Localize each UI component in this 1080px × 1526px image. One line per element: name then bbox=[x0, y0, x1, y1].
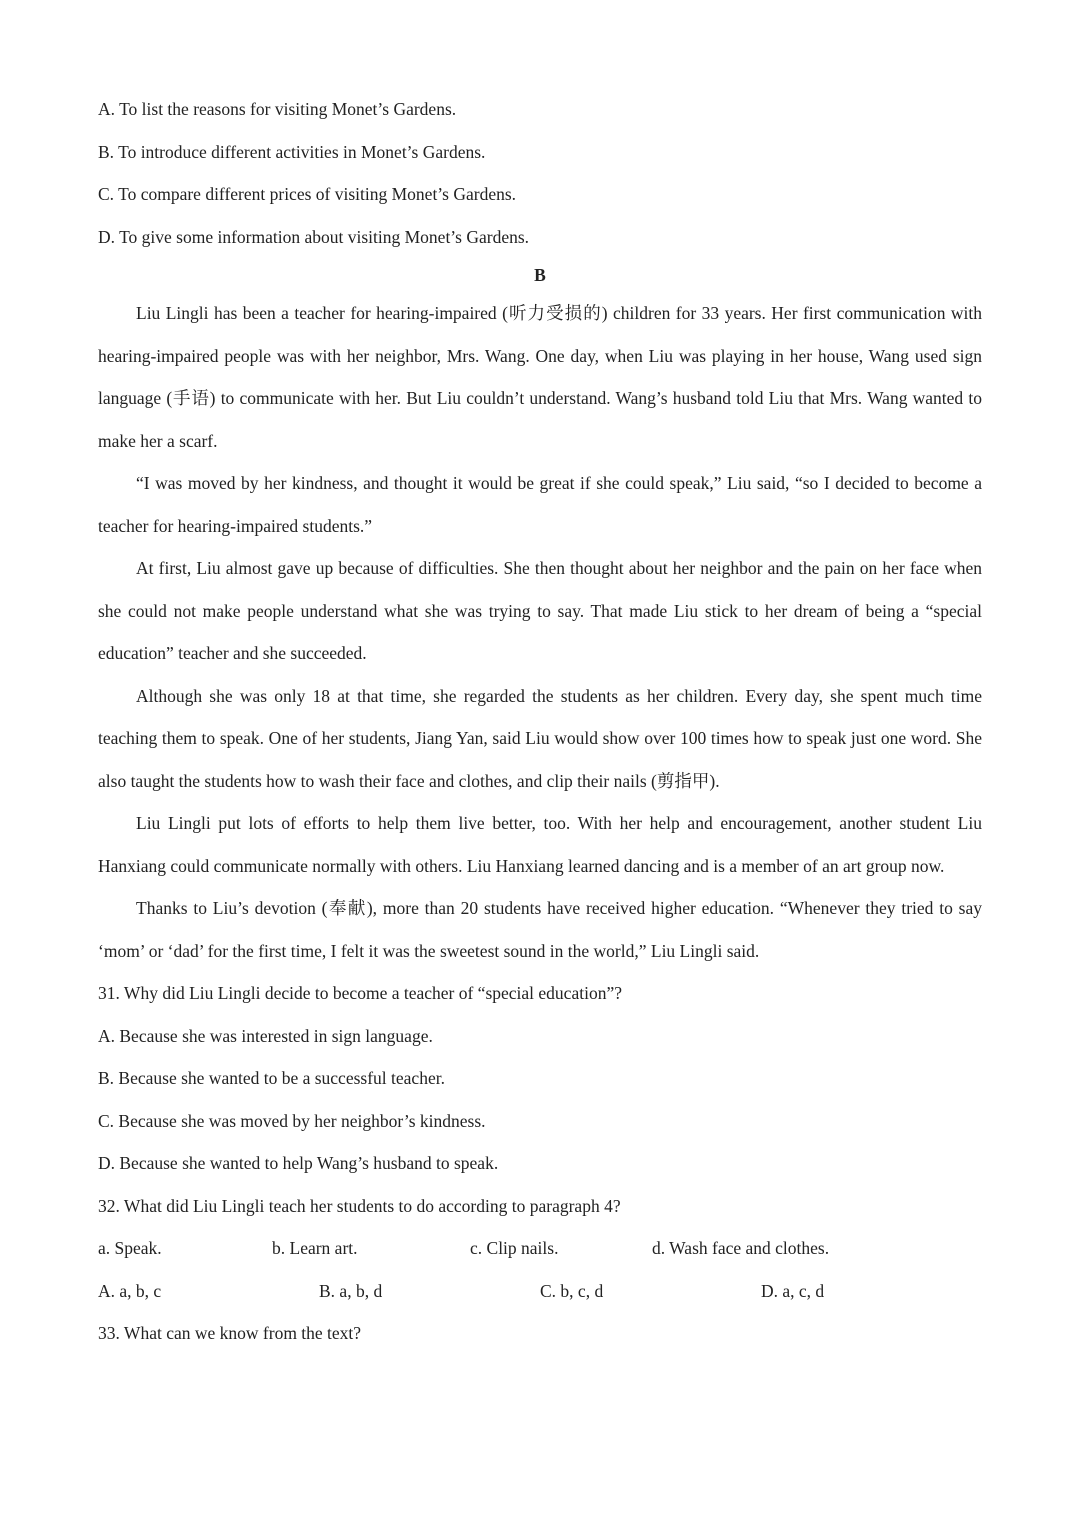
q32-options-row bbox=[98, 1270, 982, 1313]
q32-item-d: d. Wash face and clothes. bbox=[652, 1238, 830, 1258]
paragraph-3: At first, Liu almost gave up because of difficulties. She then thought about her neighbor and the pain on her face when she could not make people understand what she was trying to say. That made Liu stick to her dream of being a “special education” teacher and she succeeded. bbox=[98, 558, 982, 663]
q32-option-a: A. a, b, c bbox=[98, 1280, 162, 1301]
question-33: 33. What can we know from the text? bbox=[98, 1323, 362, 1343]
prev-option-d: D. To give some information about visiting Monet’s Gardens. bbox=[98, 226, 530, 247]
q32-item-b: b. Learn art. bbox=[272, 1238, 358, 1258]
q32-item-a: a. Speak. bbox=[98, 1238, 162, 1258]
q32-option-d: D. a, c, d bbox=[761, 1280, 825, 1301]
paragraph-2: “I was moved by her kindness, and thought it would be great if she could speak,” Liu said, “so I decided to become a teacher for hearing-impaired students.” bbox=[98, 473, 982, 536]
paragraph-4: Although she was only 18 at that time, she regarded the students as her children. Every day, she spent much time teaching them to speak. One of her students, Jiang Yan, said Liu would show over 100 times how to speak just one word. She also taught the students how to wash their face and clothes, and clip their nails (剪指甲). bbox=[98, 685, 982, 791]
document-page bbox=[98, 88, 982, 1355]
paragraph-6: Thanks to Liu’s devotion (奉献), more than 20 students have received higher education. “Whenever they tried to say ‘mom’ or ‘dad’ for the first time, I felt it was the sweetest sound in the world,” Liu Lingli said. bbox=[98, 898, 982, 961]
q32-items-row bbox=[98, 1227, 982, 1270]
question-31: 31. Why did Liu Lingli decide to become a teacher of “special education”? bbox=[98, 983, 622, 1003]
prev-option-a: A. To list the reasons for visiting Monet’s Gardens. bbox=[98, 99, 457, 119]
prev-option-b: B. To introduce different activities in Monet’s Gardens. bbox=[98, 141, 486, 162]
paragraph-5: Liu Lingli put lots of efforts to help them live better, too. With her help and encouragement, another student Liu Hanxiang could communicate normally with others. Liu Hanxiang learned dancing and is a member of an art group now. bbox=[98, 813, 982, 876]
q31-option-c: C. Because she was moved by her neighbor’s kindness. bbox=[98, 1110, 486, 1131]
prev-option-c: C. To compare different prices of visiting Monet’s Gardens. bbox=[98, 184, 517, 204]
q31-option-a: A. Because she was interested in sign language. bbox=[98, 1025, 433, 1046]
q31-option-d: D. Because she wanted to help Wang’s husband to speak. bbox=[98, 1153, 499, 1173]
q31-option-b: B. Because she wanted to be a successful teacher. bbox=[98, 1068, 445, 1088]
q32-option-c: C. b, c, d bbox=[540, 1280, 604, 1301]
q32-item-c: c. Clip nails. bbox=[470, 1238, 559, 1258]
section-title: B bbox=[534, 265, 546, 285]
question-32: 32. What did Liu Lingli teach her students to do according to paragraph 4? bbox=[98, 1195, 621, 1216]
q32-option-b: B. a, b, d bbox=[319, 1280, 383, 1301]
paragraph-1: Liu Lingli has been a teacher for hearing-impaired (听力受损的) children for 33 years. Her first communication with hearing-impaired people was with her neighbor, Mrs. Wang. One day, when Liu was playing in her house, Wang used sign language (手语) to communicate with her. But Liu couldn’t understand. Wang’s husband told Liu that Mrs. Wang wanted to make her a scarf. bbox=[98, 303, 982, 451]
